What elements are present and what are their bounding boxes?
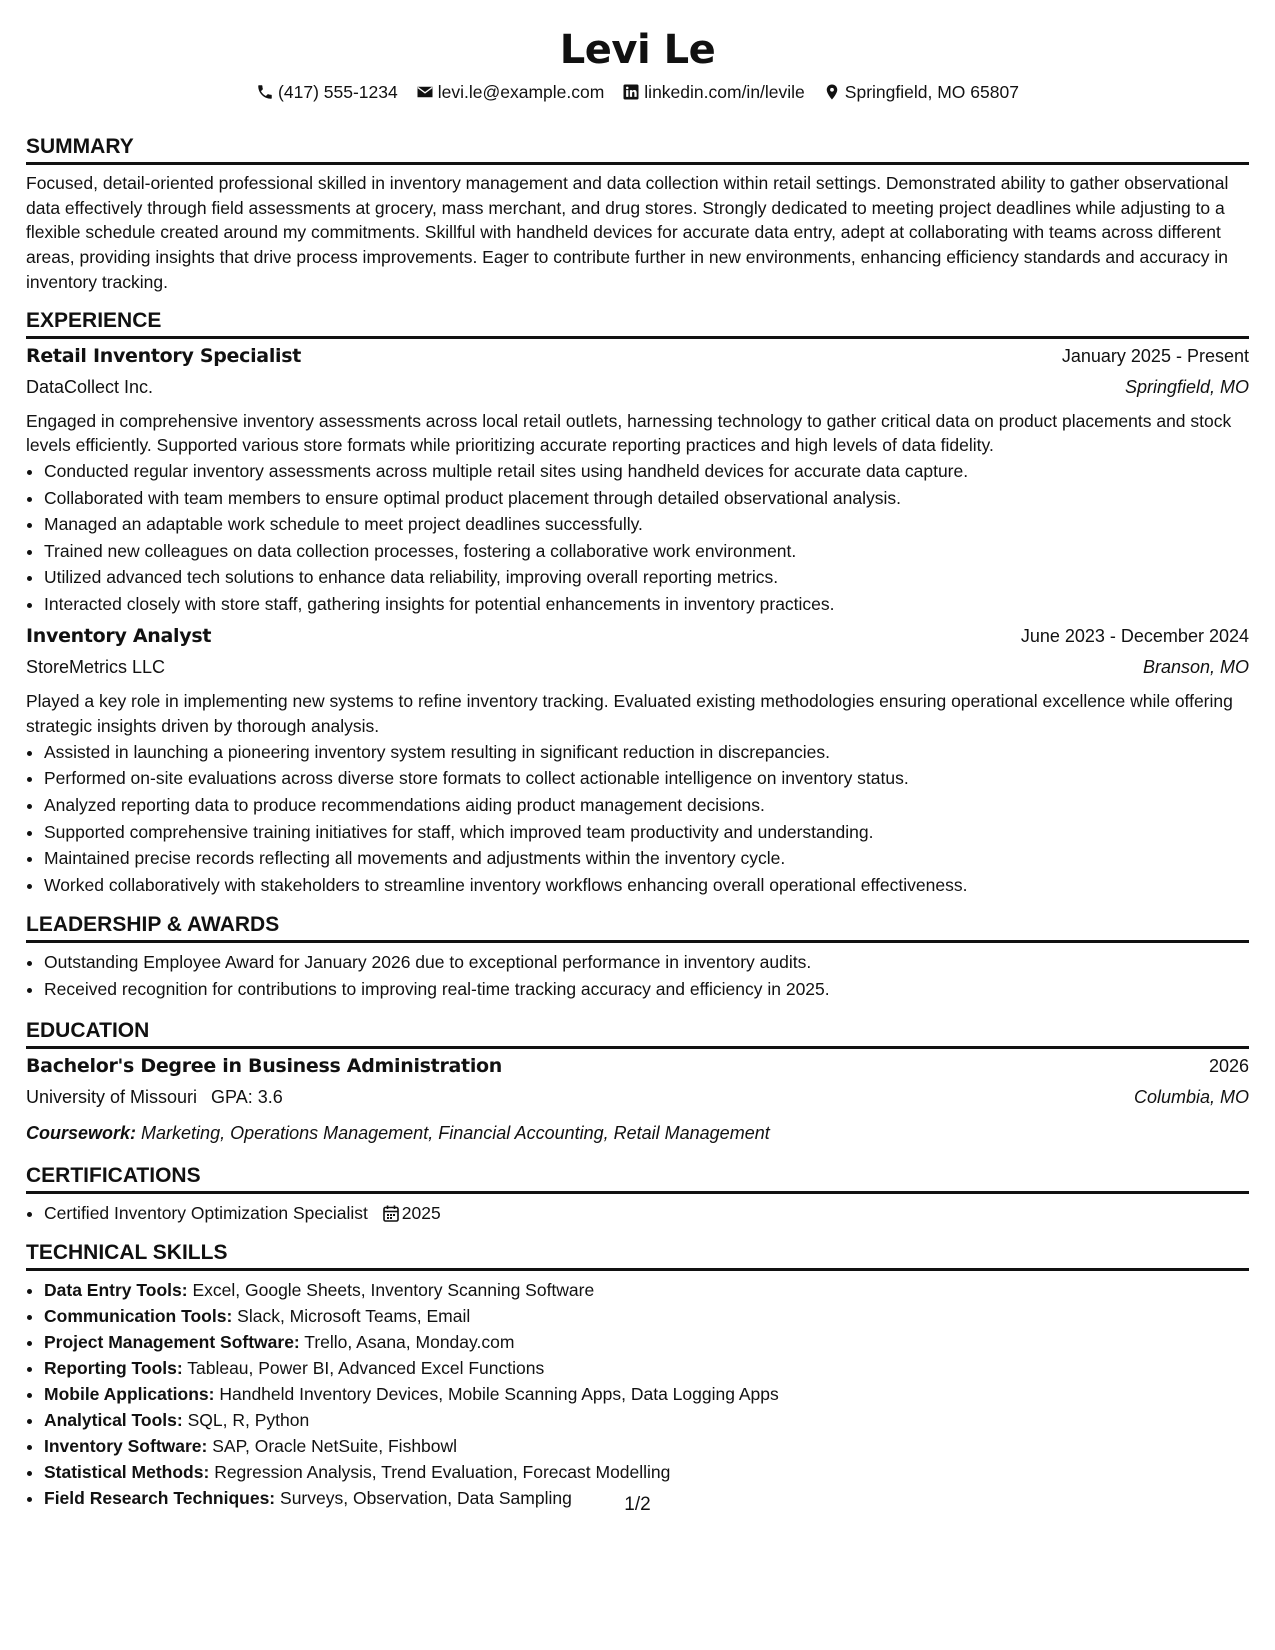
- gpa: GPA: 3.6: [211, 1086, 283, 1107]
- job-subheader: [26, 657, 1249, 689]
- list-item: • Performed on-site evaluations across diverse store formats to collect actionable intelligence on inventory status.: [44, 765, 1249, 792]
- summary-text: Focused, detail-oriented professional skilled in inventory management and data collection within retail settings. Demonstrated ability to gather observational data effectively through field assessments at grocery, mass merchant, and drug stores. Strongly dedicated to meeting project deadlines while adjusting to a flexible schedule created around my commitments. Skillful with handheld devices for accurate data entry, adept at collaborating with teams across different areas, providing insights that drive process improvements. Eager to contribute further in new environments, enhancing efficiency standards and accuracy in inventory tracking.: [26, 173, 1229, 292]
- map-pin-icon: [823, 83, 841, 101]
- certification-list: [26, 1200, 1249, 1227]
- list-item: • Collaborated with team members to ensure optimal product placement through detailed observational analysis.: [44, 485, 1249, 512]
- resume-page: [26, 0, 1249, 1511]
- list-item: • Conducted regular inventory assessments across multiple retail sites using handheld devices for accurate data capture.: [44, 458, 1249, 485]
- skill-value: SAP, Oracle NetSuite, Fishbowl: [212, 1436, 458, 1457]
- list-item: • Received recognition for contributions to improving real-time tracking accuracy and efficiency in 2025.: [44, 976, 1249, 1003]
- skill-label: Data Entry Tools:: [44, 1280, 188, 1301]
- education-section: [26, 1018, 1249, 1147]
- skill-label: Mobile Applications:: [44, 1384, 215, 1405]
- list-item: [44, 1200, 1249, 1227]
- list-item: [44, 1381, 1249, 1407]
- list-item: [44, 1277, 1249, 1303]
- skill-label: Project Management Software:: [44, 1332, 300, 1353]
- certification-name: Certified Inventory Optimization Specialist: [44, 1202, 368, 1223]
- list-item: [44, 1407, 1249, 1433]
- degree-title: Bachelor's Degree in Business Administration: [26, 1054, 503, 1077]
- job-entry: [26, 625, 1249, 898]
- certification-year: 2025: [401, 1202, 441, 1223]
- calendar-icon: [383, 1205, 399, 1222]
- section-heading: TECHNICAL SKILLS: [26, 1240, 1249, 1271]
- skill-value: Surveys, Observation, Data Sampling: [280, 1488, 572, 1509]
- job-location: Springfield, MO: [1124, 376, 1249, 397]
- list-item: [44, 1329, 1249, 1355]
- company-name: DataCollect Inc.: [26, 376, 154, 397]
- leadership-section: [26, 912, 1249, 1002]
- job-location: Branson, MO: [1142, 657, 1249, 678]
- list-item: • Trained new colleagues on data collection processes, fostering a collaborative work environment.: [44, 538, 1249, 565]
- contact-linkedin[interactable]: [622, 80, 805, 104]
- list-item: • Outstanding Employee Award for January 2026 due to exceptional performance in inventory audits.: [44, 949, 1249, 976]
- location-text: Springfield, MO 65807: [844, 82, 1019, 102]
- list-item: • Maintained precise records reflecting all movements and adjustments within the inventory cycle.: [44, 845, 1249, 872]
- section-heading: SUMMARY: [26, 134, 1249, 165]
- job-dates: June 2023 - December 2024: [1020, 626, 1249, 647]
- job-dates: January 2025 - Present: [1061, 345, 1249, 366]
- school-name: University of Missouri: [26, 1086, 198, 1107]
- leadership-bullets: [26, 949, 1249, 1002]
- section-heading: EDUCATION: [26, 1018, 1249, 1049]
- list-item: • Analyzed reporting data to produce recommendations aiding product management decisions.: [44, 792, 1249, 819]
- candidate-name: Levi Le: [559, 27, 716, 73]
- linkedin-icon: [622, 83, 640, 101]
- contact-phone[interactable]: [256, 80, 398, 104]
- coursework-label: Coursework:: [26, 1122, 137, 1143]
- email-text: levi.le@example.com: [437, 82, 605, 102]
- school-location: Columbia, MO: [1133, 1086, 1249, 1107]
- contact-email[interactable]: [416, 80, 605, 104]
- job-bullets: [26, 739, 1249, 899]
- skill-label: Statistical Methods:: [44, 1462, 210, 1483]
- skill-value: SQL, R, Python: [187, 1410, 310, 1431]
- skill-value: Regression Analysis, Trend Evaluation, Forecast Modelling: [214, 1462, 671, 1483]
- job-title: Inventory Analyst: [26, 625, 212, 648]
- skill-label: Reporting Tools:: [44, 1358, 183, 1379]
- experience-section: [26, 308, 1249, 899]
- skill-value: Trello, Asana, Monday.com: [304, 1332, 515, 1353]
- list-item: [44, 1355, 1249, 1381]
- list-item: • Worked collaboratively with stakeholders to streamline inventory workflows enhancing overall operational effectiveness.: [44, 872, 1249, 899]
- skills-section: [26, 1240, 1249, 1511]
- list-item: • Utilized advanced tech solutions to enhance data reliability, improving overall reporting metrics.: [44, 564, 1249, 591]
- list-item: [44, 1459, 1249, 1485]
- job-subheader: [26, 377, 1249, 409]
- linkedin-text: linkedin.com/in/levile: [644, 82, 805, 102]
- page-number: 1/2: [624, 1494, 651, 1515]
- job-description: Played a key role in implementing new systems to refine inventory tracking. Evaluated existing methodologies ensuring operational excellence while offering strategic insights driven by thorough analysis.: [26, 691, 1233, 737]
- job-entry: [26, 345, 1249, 618]
- skill-value: Handheld Inventory Devices, Mobile Scanning Apps, Data Logging Apps: [219, 1384, 779, 1405]
- education-subheader: [26, 1087, 1249, 1119]
- contact-location: [823, 80, 1019, 104]
- education-header: [26, 1055, 1249, 1087]
- section-heading: LEADERSHIP & AWARDS: [26, 912, 1249, 943]
- phone-text: (417) 555-1234: [278, 82, 398, 102]
- list-item: • Interacted closely with store staff, gathering insights for potential enhancements in inventory practices.: [44, 591, 1249, 618]
- job-bullets: [26, 458, 1249, 618]
- summary-section: [26, 134, 1249, 295]
- section-heading: CERTIFICATIONS: [26, 1163, 1249, 1194]
- list-item: [44, 1303, 1249, 1329]
- job-title: Retail Inventory Specialist: [26, 344, 302, 367]
- certifications-section: [26, 1163, 1249, 1227]
- coursework-text: Marketing, Operations Management, Financial Accounting, Retail Management: [141, 1122, 770, 1143]
- phone-icon: [256, 83, 274, 101]
- job-header: [26, 345, 1249, 377]
- company-name: StoreMetrics LLC: [26, 657, 166, 678]
- list-item: [44, 1433, 1249, 1459]
- list-item: • Supported comprehensive training initiatives for staff, which improved team productivity and understanding.: [44, 819, 1249, 846]
- graduation-year: 2026: [1208, 1055, 1249, 1076]
- skill-label: Communication Tools:: [44, 1306, 233, 1327]
- skill-label: Field Research Techniques:: [44, 1488, 276, 1509]
- skill-value: Slack, Microsoft Teams, Email: [237, 1306, 471, 1327]
- skill-value: Tableau, Power BI, Advanced Excel Functions: [187, 1358, 545, 1379]
- school-line: [26, 1087, 283, 1108]
- contact-bar: [26, 80, 1249, 104]
- list-item: • Managed an adaptable work schedule to meet project deadlines successfully.: [44, 511, 1249, 538]
- coursework-line: [26, 1119, 1249, 1147]
- envelope-icon: [416, 83, 434, 101]
- skill-label: Analytical Tools:: [44, 1410, 183, 1431]
- list-item: • Assisted in launching a pioneering inventory system resulting in significant reduction in discrepancies.: [44, 739, 1249, 766]
- skill-value: Excel, Google Sheets, Inventory Scanning Software: [192, 1280, 595, 1301]
- skills-list: [26, 1277, 1249, 1511]
- section-heading: EXPERIENCE: [26, 308, 1249, 339]
- job-description: Engaged in comprehensive inventory assessments across local retail outlets, harnessing technology to gather critical data on product placements and stock levels efficiently. Supported various store formats while prioritizing accurate reporting practices and high levels of data fidelity.: [26, 410, 1232, 456]
- job-header: [26, 625, 1249, 657]
- skill-label: Inventory Software:: [44, 1436, 208, 1457]
